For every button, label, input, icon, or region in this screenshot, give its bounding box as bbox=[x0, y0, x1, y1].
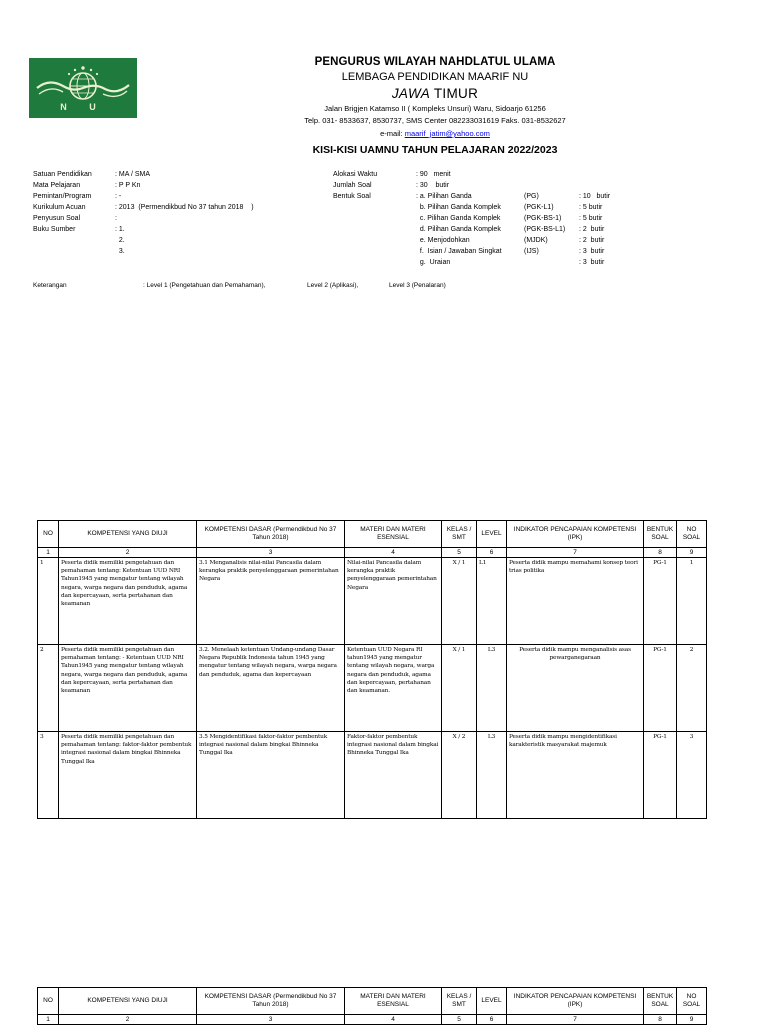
bentuk-soal-code: (PGK-BS-1) bbox=[524, 215, 562, 222]
kisi-kisi-table-continued bbox=[37, 987, 707, 1025]
col-header-kompetensi: KOMPETENSI YANG DIUJI bbox=[59, 521, 197, 548]
info-value: : bbox=[115, 215, 117, 222]
col-header-level: LEVEL bbox=[477, 521, 507, 548]
phone: Telp. 031- 8533637, 8530737, SMS Center 082233031619 Faks. 031-8532627 bbox=[304, 116, 566, 125]
bentuk-soal-name: b. Pilihan Ganda Komplek bbox=[416, 204, 501, 211]
table-row bbox=[38, 645, 707, 732]
col-number: 1 bbox=[38, 1015, 59, 1025]
keterangan-level3: Level 3 (Penalaran) bbox=[389, 282, 446, 289]
org-name: PENGURUS WILAYAH NAHDLATUL ULAMA bbox=[314, 56, 556, 68]
email-link[interactable]: maarif_jatim@yahoo.com bbox=[404, 129, 490, 138]
cell-materi: Ketentuan UUD Negara RI tahun1945 yang mengatur tentang wilayah negara, warga negara dan penduduk, agama dan kepercayaan, pertahanan dan keamanan. bbox=[345, 645, 442, 732]
lembaga-name: LEMBAGA PENDIDIKAN MAARIF NU bbox=[341, 71, 529, 83]
bentuk-soal-row bbox=[333, 257, 610, 268]
keterangan-label: Keterangan bbox=[33, 282, 67, 289]
col-header-ipk: INDIKATOR PENCAPAIAN KOMPETENSI (IPK) bbox=[507, 521, 644, 548]
info-value: : P P Kn bbox=[115, 182, 141, 189]
bentuk-soal-count: : 2 butir bbox=[579, 237, 605, 244]
col-header-kompetensi: KOMPETENSI YANG DIUJI bbox=[59, 988, 197, 1015]
bentuk-soal-row bbox=[333, 202, 610, 213]
info-label bbox=[33, 235, 115, 246]
info-row bbox=[33, 235, 254, 246]
bentuk-soal-count: : 5 butir bbox=[579, 204, 603, 211]
cell-no: 1 bbox=[38, 558, 59, 645]
info-value: : 90 menit bbox=[416, 171, 451, 178]
info-label: Buku Sumber bbox=[33, 226, 76, 233]
col-number: 1 bbox=[38, 548, 59, 558]
col-number: 7 bbox=[507, 548, 644, 558]
col-header-bentuk: BENTUK SOAL bbox=[644, 988, 677, 1015]
cell-kelas: X / 1 bbox=[442, 645, 477, 732]
col-header-materi: MATERI DAN MATERI ESENSIAL bbox=[345, 521, 442, 548]
bentuk-soal-name: e. Menjodohkan bbox=[416, 237, 470, 244]
col-header-kelas: KELAS / SMT bbox=[442, 988, 477, 1015]
info-row bbox=[33, 246, 254, 257]
address: Jalan Brigjen Katamso II ( Kompleks Unsuri) Waru, Sidoarjo 61256 bbox=[324, 104, 546, 113]
col-header-materi: MATERI DAN MATERI ESENSIAL bbox=[345, 988, 442, 1015]
col-number: 6 bbox=[477, 548, 507, 558]
cell-nosoal: 3 bbox=[677, 732, 707, 819]
col-header-no: NO bbox=[38, 988, 59, 1015]
logo-text: N U bbox=[60, 102, 106, 112]
col-header-nosoal: NO SOAL bbox=[677, 988, 707, 1015]
bentuk-soal-count: : 10 butir bbox=[579, 193, 611, 200]
cell-level: L3 bbox=[477, 732, 507, 819]
col-number: 5 bbox=[442, 1015, 477, 1025]
col-header-kd: KOMPETENSI DASAR (Permendikbud No 37 Tahun 2018) bbox=[197, 988, 345, 1015]
col-number: 9 bbox=[677, 1015, 707, 1025]
bentuk-soal-name: d. Pilihan Ganda Komplek bbox=[416, 226, 501, 233]
bentuk-soal-row bbox=[333, 213, 610, 224]
col-header-level: LEVEL bbox=[477, 988, 507, 1015]
info-row bbox=[33, 180, 254, 191]
cell-level: L3 bbox=[477, 645, 507, 732]
region-name bbox=[140, 86, 730, 101]
table-row bbox=[38, 732, 707, 819]
info-row bbox=[33, 213, 254, 224]
cell-materi: Faktor-faktor pembentuk integrasi nasional dalam bingkai Bhinneka Tunggal Ika bbox=[345, 732, 442, 819]
bentuk-soal-count: : 2 butir bbox=[579, 226, 605, 233]
col-header-nosoal: NO SOAL bbox=[677, 521, 707, 548]
info-row bbox=[33, 169, 254, 180]
cell-kelas: X / 2 bbox=[442, 732, 477, 819]
info-row bbox=[333, 180, 610, 191]
cell-bentuk: PG-1 bbox=[644, 732, 677, 819]
info-row bbox=[333, 169, 610, 180]
bentuk-soal-name: c. Pilihan Ganda Komplek bbox=[416, 215, 501, 222]
cell-kompetensi: Peserta didik memiliki pengetahuan dan pemahaman tentang: - Ketentuan UUD NRI Tahun1945 yang mengatur tentang wilayah negara, warga negara dan penduduk, agama dan kepercayaan, serta pertahanan dan keamanan bbox=[59, 645, 197, 732]
cell-nosoal: 2 bbox=[677, 645, 707, 732]
col-number: 3 bbox=[197, 548, 345, 558]
bentuk-soal-code: (PGK-L1) bbox=[524, 204, 554, 211]
col-number: 3 bbox=[197, 1015, 345, 1025]
bentuk-soal-row bbox=[333, 235, 610, 246]
bentuk-soal-count: : 3 butir bbox=[579, 259, 605, 266]
bentuk-soal-code: (PG) bbox=[524, 193, 539, 200]
table-header-row bbox=[38, 521, 707, 548]
info-label: Jumlah Soal bbox=[333, 182, 372, 189]
col-number: 4 bbox=[345, 548, 442, 558]
cell-ipk: Peserta didik mampu mengidentifikasi karakteristik masyarakat majemuk bbox=[507, 732, 644, 819]
col-number: 7 bbox=[507, 1015, 644, 1025]
col-header-kelas: KELAS / SMT bbox=[442, 521, 477, 548]
col-number: 9 bbox=[677, 548, 707, 558]
col-header-ipk: INDIKATOR PENCAPAIAN KOMPETENSI (IPK) bbox=[507, 988, 644, 1015]
keterangan-level2: Level 2 (Aplikasi), bbox=[307, 282, 359, 289]
col-number: 8 bbox=[644, 548, 677, 558]
cell-no: 2 bbox=[38, 645, 59, 732]
cell-kd: 3.2. Menelaah ketentuan Undang-undang Dasar Negara Republik Indonesia tahun 1945 yang mengatur tentang wilayah negara, warga negara dan penduduk, agama dan kepercayaan bbox=[197, 645, 345, 732]
info-row bbox=[33, 191, 254, 202]
info-value: 3. bbox=[115, 248, 125, 255]
table-header-row bbox=[38, 988, 707, 1015]
cell-kd: 3.5 Mengidentifikasi faktor-faktor pembentuk integrasi nasional dalam bingkai Bhinneka Tunggal Ika bbox=[197, 732, 345, 819]
info-value: : 30 butir bbox=[416, 182, 450, 189]
bentuk-soal-code bbox=[524, 257, 579, 268]
bentuk-soal-name: g. Uraian bbox=[416, 259, 451, 266]
cell-bentuk: PG-1 bbox=[644, 558, 677, 645]
info-label: Pemintan/Program bbox=[33, 193, 92, 200]
document-title: KISI-KISI UAMNU TAHUN PELAJARAN 2022/2023 bbox=[312, 144, 558, 156]
keterangan-level1: : Level 1 (Pengetahuan dan Pemahaman), bbox=[143, 282, 266, 289]
info-value: : MA / SMA bbox=[115, 171, 151, 178]
cell-nosoal: 1 bbox=[677, 558, 707, 645]
cell-kelas: X / 1 bbox=[442, 558, 477, 645]
cell-materi: Nilai-nilai Pancasila dalam kerangka praktik penyelenggaraan pemerintahan Negara bbox=[345, 558, 442, 645]
column-number-row bbox=[38, 548, 707, 558]
cell-kompetensi: Peserta didik memiliki pengetahuan dan pemahaman tentang: Ketentuan UUD NRI Tahun1945 yang mengatur tentang wilayah negara, warga negara dan penduduk, agama dan kepercayaan, serta pertahanan dan keamanan bbox=[59, 558, 197, 645]
email-label: e-mail: bbox=[380, 129, 405, 138]
col-number: 4 bbox=[345, 1015, 442, 1025]
bentuk-soal-code: (MJDK) bbox=[524, 237, 548, 244]
col-number: 2 bbox=[59, 1015, 197, 1025]
bentuk-soal-row bbox=[333, 224, 610, 235]
info-row bbox=[33, 224, 254, 235]
info-label: Alokasi Waktu bbox=[333, 171, 378, 178]
info-row bbox=[333, 191, 610, 202]
cell-no: 3 bbox=[38, 732, 59, 819]
kisi-kisi-table bbox=[37, 520, 707, 819]
region-rest: TIMUR bbox=[430, 86, 479, 101]
info-label: Kurikulum Acuan bbox=[33, 204, 86, 211]
bentuk-soal-code: (IJS) bbox=[524, 248, 539, 255]
cell-ipk: Peserta didik mampu memahami konsep teori trias politika bbox=[507, 558, 644, 645]
info-left bbox=[33, 169, 254, 257]
cell-kd: 3.1 Menganalisis nilai-nilai Pancasila dalam kerangka praktik penyelenggaraan pemerintahan Negara bbox=[197, 558, 345, 645]
info-right bbox=[333, 169, 610, 268]
col-number: 5 bbox=[442, 548, 477, 558]
email-line bbox=[140, 129, 730, 138]
col-header-kd: KOMPETENSI DASAR (Permendikbud No 37 Tahun 2018) bbox=[197, 521, 345, 548]
info-label: Bentuk Soal bbox=[333, 193, 371, 200]
table-row bbox=[38, 558, 707, 645]
col-header-bentuk: BENTUK SOAL bbox=[644, 521, 677, 548]
info-label: Satuan Pendidikan bbox=[33, 171, 92, 178]
info-row bbox=[33, 202, 254, 213]
col-number: 8 bbox=[644, 1015, 677, 1025]
col-number: 2 bbox=[59, 548, 197, 558]
bentuk-soal-count: : 5 butir bbox=[579, 215, 603, 222]
info-label bbox=[33, 246, 115, 257]
cell-ipk: Peserta didik mampu menganalisis asas pewarganegaraan bbox=[507, 645, 644, 732]
info-label: Mata Pelajaran bbox=[33, 182, 81, 189]
bentuk-soal-name: : a. Pilihan Ganda bbox=[416, 193, 472, 200]
bentuk-soal-code: (PGK-BS-L1) bbox=[524, 226, 566, 233]
info-value: : - bbox=[115, 193, 122, 200]
info-value: : 2013 (Permendikbud No 37 tahun 2018 ) bbox=[115, 204, 254, 211]
col-header-no: NO bbox=[38, 521, 59, 548]
info-label: Penyusun Soal bbox=[33, 215, 81, 222]
info-value: 2. bbox=[115, 237, 125, 244]
cell-kompetensi: Peserta didik memiliki pengetahuan dan pemahaman tentang: faktor-faktor pembentuk integrasi nasional dalam bingkai Bhinneka Tunggal Ika bbox=[59, 732, 197, 819]
col-number: 6 bbox=[477, 1015, 507, 1025]
nu-logo bbox=[29, 58, 137, 118]
cell-bentuk: PG-1 bbox=[644, 645, 677, 732]
column-number-row bbox=[38, 1015, 707, 1025]
region-italic: JAWA bbox=[391, 86, 431, 101]
bentuk-soal-count: : 3 butir bbox=[579, 248, 605, 255]
bentuk-soal-name: f. Isian / Jawaban Singkat bbox=[416, 248, 502, 255]
cell-level: L1 bbox=[477, 558, 507, 645]
bentuk-soal-row bbox=[333, 246, 610, 257]
info-value: : 1. bbox=[115, 226, 125, 233]
